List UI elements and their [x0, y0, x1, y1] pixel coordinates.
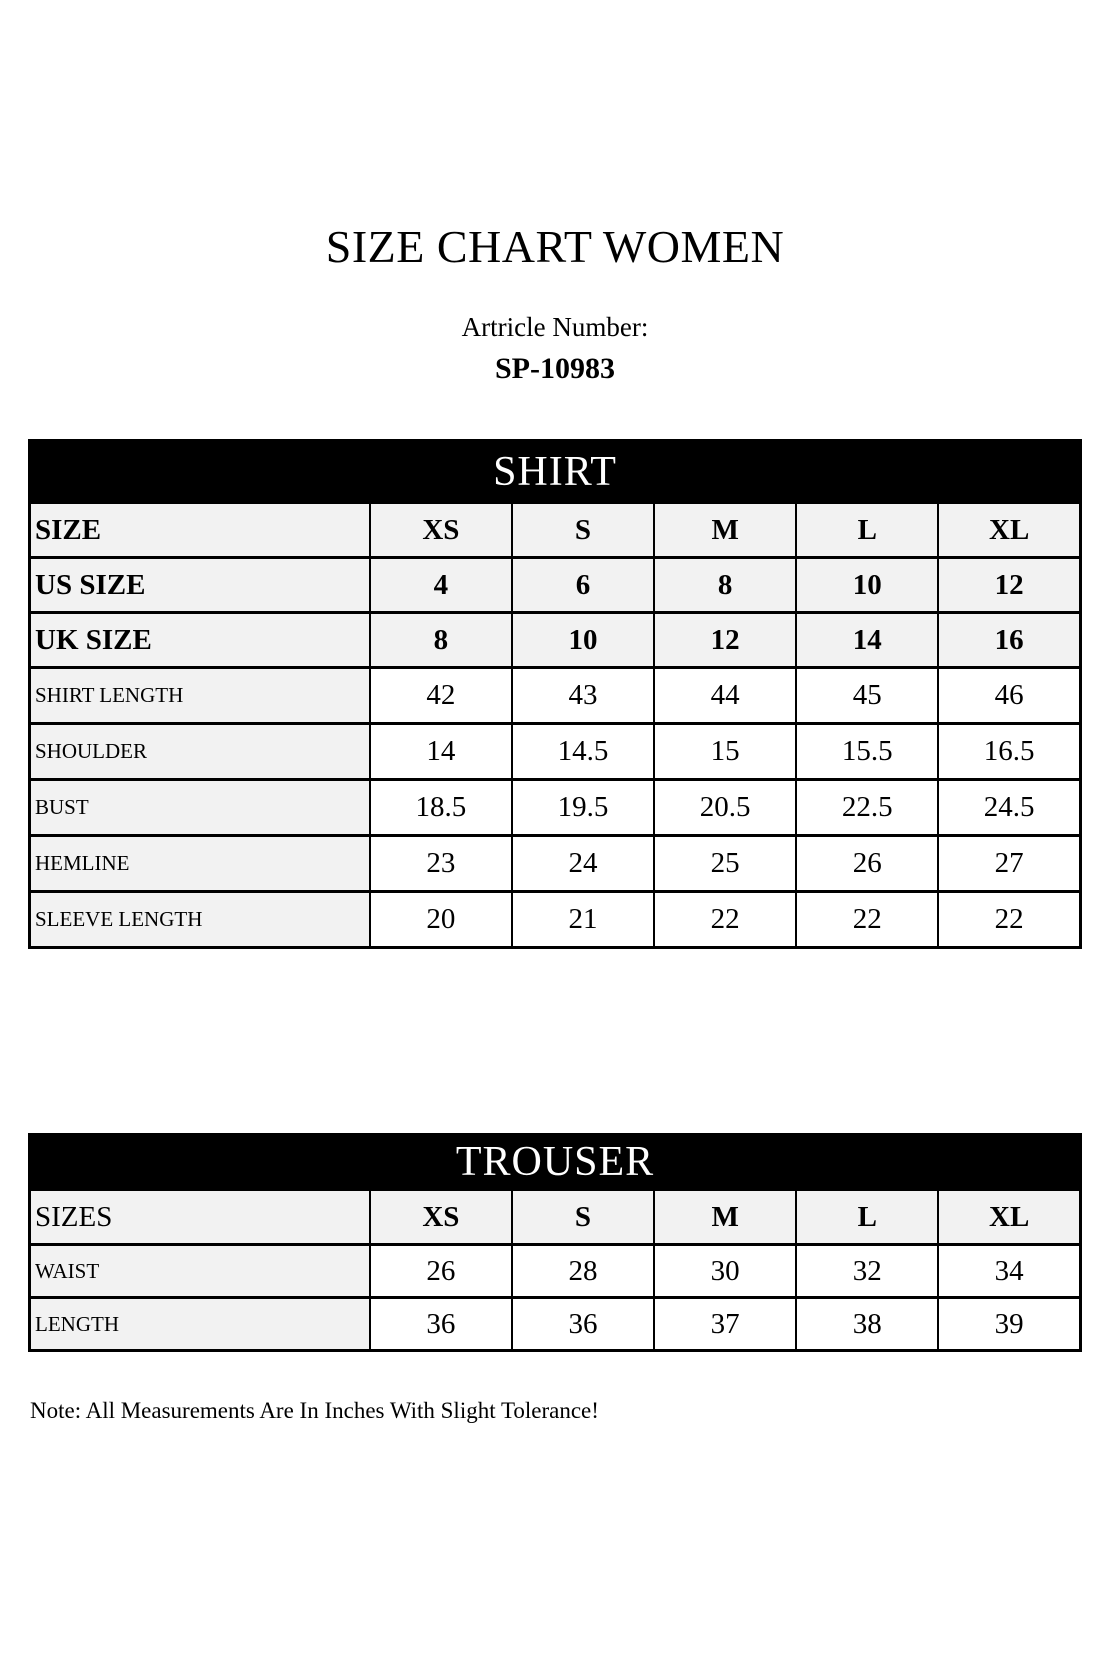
row-label: US SIZE — [30, 558, 370, 613]
cell-value: 43 — [512, 668, 654, 724]
table-row — [30, 892, 1081, 948]
cell-value: 14.5 — [512, 724, 654, 780]
cell-value: 42 — [370, 668, 512, 724]
cell-value: 15.5 — [796, 724, 938, 780]
row-label: UK SIZE — [30, 613, 370, 668]
page-title: SIZE CHART WOMEN — [325, 221, 785, 272]
cell-value: 24 — [512, 836, 654, 892]
cell-value: 38 — [796, 1298, 938, 1351]
cell-value: 15 — [654, 724, 796, 780]
cell-value: XS — [370, 503, 512, 558]
table-row — [30, 1298, 1081, 1351]
cell-value: 16 — [938, 613, 1080, 668]
table-row — [30, 780, 1081, 836]
table-row — [30, 558, 1081, 613]
cell-value: L — [796, 1190, 938, 1245]
cell-value: 25 — [654, 836, 796, 892]
row-label: SIZES — [30, 1190, 370, 1245]
cell-value: 8 — [370, 613, 512, 668]
shirt-table-title-row — [30, 441, 1081, 503]
cell-value: 8 — [654, 558, 796, 613]
cell-value: 16.5 — [938, 724, 1080, 780]
row-label: HEMLINE — [30, 836, 370, 892]
cell-value: 36 — [370, 1298, 512, 1351]
table-row — [30, 613, 1081, 668]
article-number-label: Artricle Number: — [461, 312, 649, 342]
cell-value: 46 — [938, 668, 1080, 724]
cell-value: 12 — [654, 613, 796, 668]
cell-value: 26 — [796, 836, 938, 892]
cell-value: 18.5 — [370, 780, 512, 836]
row-label: SHIRT LENGTH — [30, 668, 370, 724]
trouser-table-title: TROUSER — [30, 1135, 1081, 1190]
cell-value: 4 — [370, 558, 512, 613]
cell-value: 6 — [512, 558, 654, 613]
cell-value: 32 — [796, 1245, 938, 1298]
article-number-value: SP-10983 — [495, 352, 615, 385]
cell-value: 22 — [938, 892, 1080, 948]
cell-value: 26 — [370, 1245, 512, 1298]
row-label: LENGTH — [30, 1298, 370, 1351]
cell-value: XL — [938, 503, 1080, 558]
shirt-table-title: SHIRT — [30, 441, 1081, 503]
cell-value: 28 — [512, 1245, 654, 1298]
trouser-table-title-row — [30, 1135, 1081, 1190]
cell-value: 24.5 — [938, 780, 1080, 836]
cell-value: 10 — [796, 558, 938, 613]
cell-value: XL — [938, 1190, 1080, 1245]
table-row — [30, 836, 1081, 892]
measurement-note: Note: All Measurements Are In Inches With Slight Tolerance! — [30, 1398, 599, 1423]
cell-value: 20 — [370, 892, 512, 948]
row-label: SIZE — [30, 503, 370, 558]
table-row — [30, 503, 1081, 558]
cell-value: 22 — [654, 892, 796, 948]
table-row — [30, 724, 1081, 780]
cell-value: L — [796, 503, 938, 558]
cell-value: S — [512, 1190, 654, 1245]
row-label: SHOULDER — [30, 724, 370, 780]
cell-value: 45 — [796, 668, 938, 724]
cell-value: 39 — [938, 1298, 1080, 1351]
cell-value: 10 — [512, 613, 654, 668]
cell-value: XS — [370, 1190, 512, 1245]
cell-value: 27 — [938, 836, 1080, 892]
cell-value: 36 — [512, 1298, 654, 1351]
cell-value: 22.5 — [796, 780, 938, 836]
cell-value: 12 — [938, 558, 1080, 613]
cell-value: M — [654, 503, 796, 558]
cell-value: 19.5 — [512, 780, 654, 836]
cell-value: 14 — [796, 613, 938, 668]
cell-value: 30 — [654, 1245, 796, 1298]
row-label: SLEEVE LENGTH — [30, 892, 370, 948]
cell-value: 23 — [370, 836, 512, 892]
row-label: BUST — [30, 780, 370, 836]
row-label: WAIST — [30, 1245, 370, 1298]
cell-value: 14 — [370, 724, 512, 780]
trouser-size-table — [28, 1133, 1082, 1352]
cell-value: 20.5 — [654, 780, 796, 836]
shirt-size-table — [28, 439, 1082, 949]
cell-value: 34 — [938, 1245, 1080, 1298]
cell-value: S — [512, 503, 654, 558]
cell-value: 37 — [654, 1298, 796, 1351]
table-row — [30, 1190, 1081, 1245]
cell-value: M — [654, 1190, 796, 1245]
table-row — [30, 668, 1081, 724]
cell-value: 22 — [796, 892, 938, 948]
table-row — [30, 1245, 1081, 1298]
cell-value: 44 — [654, 668, 796, 724]
cell-value: 21 — [512, 892, 654, 948]
